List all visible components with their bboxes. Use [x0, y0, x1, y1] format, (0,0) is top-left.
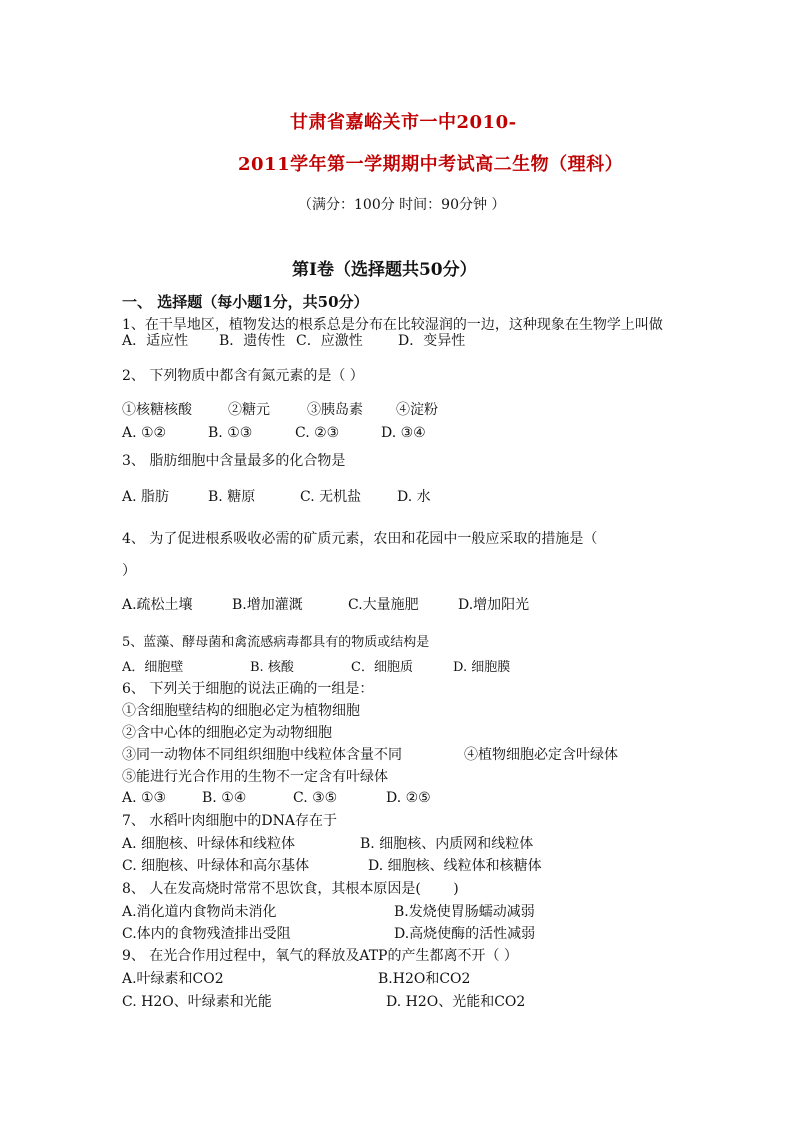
- part-title: 一、 选择题（每小题1分，共50分）: [122, 293, 369, 311]
- option-a: A. 细胞核、叶绿体和线粒体: [122, 836, 296, 852]
- option-b: B. ①③: [208, 425, 253, 441]
- option-d: D. H2O、光能和CO2: [386, 994, 526, 1010]
- option-c: C. ③⑤: [293, 790, 338, 806]
- option-c: C.体内的食物残渣排出受阻: [122, 926, 291, 942]
- item-1: ①核糖核酸: [122, 402, 192, 418]
- score-time-info: （满分：100分 时间：90分钟 ）: [298, 197, 506, 213]
- question-2-stem: 2、 下列物质中都含有氮元素的是（ ）: [122, 368, 364, 384]
- option-d: D. 细胞核、线粒体和核糖体: [368, 858, 542, 874]
- option-a: A. ①②: [122, 425, 167, 441]
- question-3-stem: 3、 脂肪细胞中含量最多的化合物是: [122, 453, 346, 469]
- question-6-item-4: ④植物细胞必定含叶绿体: [464, 747, 618, 763]
- option-b: B．遗传性: [219, 333, 286, 349]
- option-c: C. ②③: [295, 425, 340, 441]
- item-3: ③胰岛素: [307, 402, 363, 418]
- option-d: D. ②⑤: [386, 790, 431, 806]
- question-8-stem: 8、 人在发高烧时常常不思饮食，其根本原因是( ): [122, 881, 459, 897]
- question-1-stem: 1、在干旱地区，植物发达的根系总是分布在比较湿润的一边，这种现象在生物学上叫做: [122, 317, 663, 333]
- option-d: D. 细胞膜: [453, 660, 511, 675]
- section-title: 第Ⅰ卷（选择题共50分）: [292, 260, 477, 280]
- question-4-stem-cont: ）: [122, 563, 136, 579]
- option-d: D. ③④: [381, 425, 426, 441]
- option-a: A. 脂肪: [122, 489, 170, 505]
- option-a: A．细胞壁: [122, 660, 184, 675]
- option-c: C.大量施肥: [348, 597, 419, 613]
- exam-title-line2: 2011学年第一学期期中考试高二生物（理科）: [238, 154, 624, 175]
- option-b: B. 细胞核、内质网和线粒体: [360, 836, 534, 852]
- item-2: ②糖元: [228, 402, 270, 418]
- option-c: C．应激性: [296, 333, 363, 349]
- option-b: B.H2O和CO2: [378, 971, 471, 987]
- option-d: D.增加阳光: [458, 597, 530, 613]
- item-4: ④淀粉: [396, 402, 438, 418]
- option-b: B. ①④: [202, 790, 247, 806]
- option-a: A.疏松土壤: [122, 597, 193, 613]
- option-b: B.增加灌溉: [232, 597, 303, 613]
- question-6-item-5: ⑤能进行光合作用的生物不一定含有叶绿体: [122, 769, 388, 785]
- option-a: A.叶绿素和CO2: [122, 971, 224, 987]
- option-c: C. 细胞核、叶绿体和高尔基体: [122, 858, 310, 874]
- question-6-item-1: ①含细胞壁结构的细胞必定为植物细胞: [122, 703, 360, 719]
- option-c: C．细胞质: [351, 660, 413, 675]
- option-a: A. ①③: [122, 790, 167, 806]
- option-a: A.消化道内食物尚未消化: [122, 904, 277, 920]
- option-c: C. 无机盐: [300, 489, 362, 505]
- question-7-stem: 7、 水稻叶肉细胞中的DNA存在于: [122, 813, 337, 829]
- question-5-stem: 5、蓝藻、酵母菌和禽流感病毒都具有的物质或结构是: [122, 635, 430, 650]
- option-d: D. 水: [397, 489, 431, 505]
- question-6-stem: 6、 下列关于细胞的说法正确的一组是：: [122, 681, 374, 697]
- option-a: A．适应性: [122, 333, 189, 349]
- question-4-stem: 4、 为了促进根系吸收必需的矿质元素，农田和花园中一般应采取的措施是（: [122, 531, 598, 547]
- option-b: B. 糖原: [208, 489, 256, 505]
- question-6-item-2: ②含中心体的细胞必定为动物细胞: [122, 725, 332, 741]
- question-9-stem: 9、 在光合作用过程中，氧气的释放及ATP的产生都离不开（ ）: [122, 948, 518, 964]
- option-c: C. H2O、叶绿素和光能: [122, 994, 272, 1010]
- option-b: B.发烧使胃肠蠕动减弱: [394, 904, 535, 920]
- option-d: D.高烧使酶的活性减弱: [394, 926, 536, 942]
- question-6-item-3: ③同一动物体不同组织细胞中线粒体含量不同: [122, 747, 402, 763]
- exam-title-line1: 甘肃省嘉峪关市一中2010-: [290, 112, 517, 133]
- option-d: D．变异性: [398, 333, 466, 349]
- option-b: B. 核酸: [250, 660, 294, 675]
